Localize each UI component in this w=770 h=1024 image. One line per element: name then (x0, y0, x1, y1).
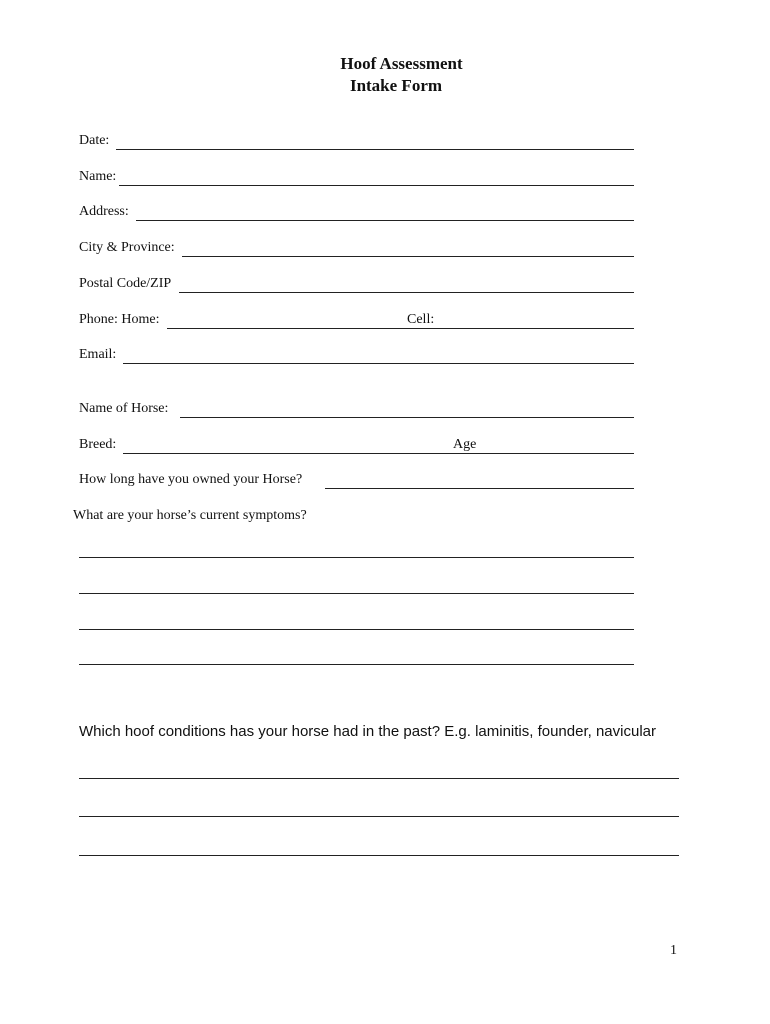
history-line-1[interactable] (79, 778, 679, 779)
email-row (79, 346, 634, 366)
horse-name-label: Name of Horse: (79, 401, 169, 416)
symptoms-question: What are your horse’s current symptoms? (73, 508, 307, 523)
email-label: Email: (79, 347, 117, 362)
name-label: Name: (79, 169, 117, 184)
horse-name-row (79, 400, 634, 420)
city-label: City & Province: (79, 240, 175, 255)
page-number: 1 (670, 943, 677, 958)
form-subtitle: Intake Form (349, 76, 443, 95)
postal-row (79, 275, 634, 295)
name-field[interactable] (119, 185, 634, 186)
address-label: Address: (79, 204, 129, 219)
phone-home-label: Phone: Home: (79, 312, 160, 327)
date-field[interactable] (116, 149, 634, 150)
address-row (79, 203, 634, 223)
cell-label: Cell: (407, 312, 435, 327)
horse-name-field[interactable] (180, 417, 634, 418)
symptoms-line-4[interactable] (79, 664, 634, 665)
date-label: Date: (79, 133, 110, 148)
date-row (79, 132, 634, 152)
breed-field[interactable] (123, 453, 634, 454)
history-question: Which hoof conditions has your horse had in the past? E.g. laminitis, founder, navicular (79, 723, 656, 740)
name-row (79, 168, 634, 188)
owned-field[interactable] (325, 488, 634, 489)
email-field[interactable] (123, 363, 634, 364)
city-row (79, 239, 634, 259)
symptoms-line-1[interactable] (79, 557, 634, 558)
symptoms-line-3[interactable] (79, 629, 634, 630)
history-row (79, 723, 699, 743)
breed-row (79, 436, 634, 456)
owned-row (79, 471, 634, 491)
breed-label: Breed: (79, 437, 117, 452)
postal-field[interactable] (179, 292, 634, 293)
history-line-2[interactable] (79, 816, 679, 817)
owned-label: How long have you owned your Horse? (79, 472, 303, 487)
history-line-3[interactable] (79, 855, 679, 856)
postal-label: Postal Code/ZIP (79, 276, 172, 291)
symptoms-line-2[interactable] (79, 593, 634, 594)
form-title: Hoof Assessment (340, 54, 463, 73)
phone-row (79, 311, 634, 331)
address-field[interactable] (136, 220, 634, 221)
phone-home-field[interactable] (167, 328, 634, 329)
symptoms-row (73, 507, 633, 527)
city-field[interactable] (182, 256, 634, 257)
age-label: Age (453, 437, 477, 452)
